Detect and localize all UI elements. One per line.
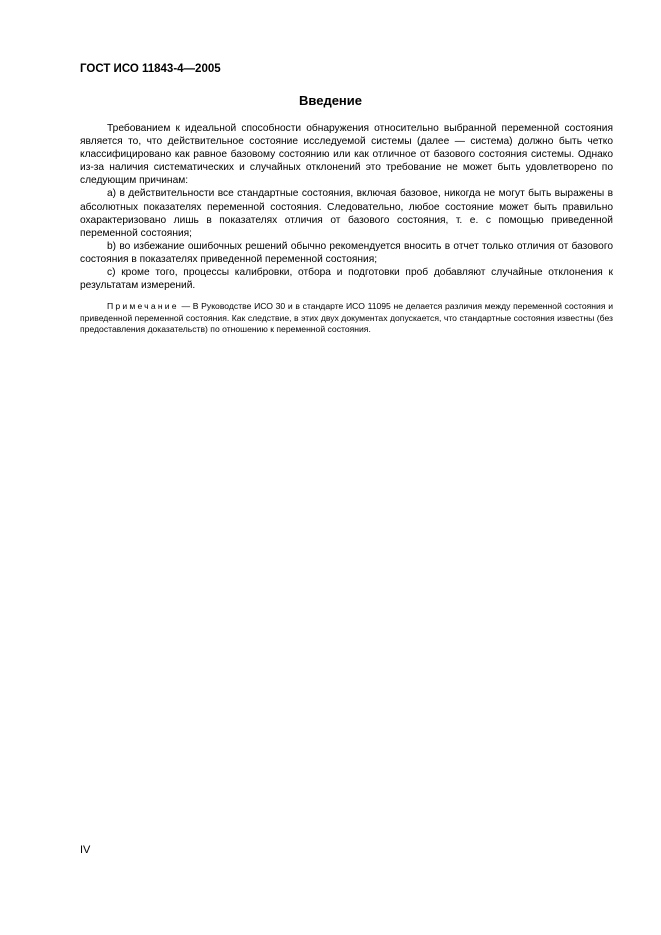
paragraph-item-a: a) в действительности все стандартные состояния, включая базовое, никогда не могут быть выражены в абсолютных показателях переменной состояния. Следовательно, любое состояние может быть правильно охарактеризовано лишь в показателях отличия от базового состояния, т. е. с помощью приведенной переменной состояния; [80, 188, 613, 239]
note-text: — В Руководстве ИСО 30 и в стандарте ИСО 11095 не делается различия между переменной состояния и приведенной переменной состояния. Как следствие, в этих двух документах допускается, что стандартные состояния известны (без предоставления доказательств) по отношению к переменной состояния. [80, 301, 613, 335]
paragraph-item-c: c) кроме того, процессы калибровки, отбора и подготовки проб добавляют случайные отклонения к результатам измерений. [80, 267, 613, 292]
note-label: Примечание [107, 301, 179, 312]
section-title: Введение [299, 93, 362, 108]
paragraph-item-b: b) во избежание ошибочных решений обычно рекомендуется вносить в отчет только отличия от базового состояния в показателях приведенной переменной состояния; [80, 240, 613, 265]
section-body [80, 122, 613, 335]
paragraph-intro: Требованием к идеальной способности обнаружения относительно выбранной переменной состояния является то, что действительное состояние исследуемой системы (далее — система) должно быть четко классифицировано как равное базовому состоянию или как отличное от базового состояния системы. Однако из-за наличия систематических и случайных отклонений это требование не может быть удовлетворено по следующим причинам: [80, 123, 613, 187]
note [80, 301, 613, 335]
page-number: IV [80, 844, 91, 856]
document-header: ГОСТ ИСО 11843-4—2005 [80, 63, 221, 75]
